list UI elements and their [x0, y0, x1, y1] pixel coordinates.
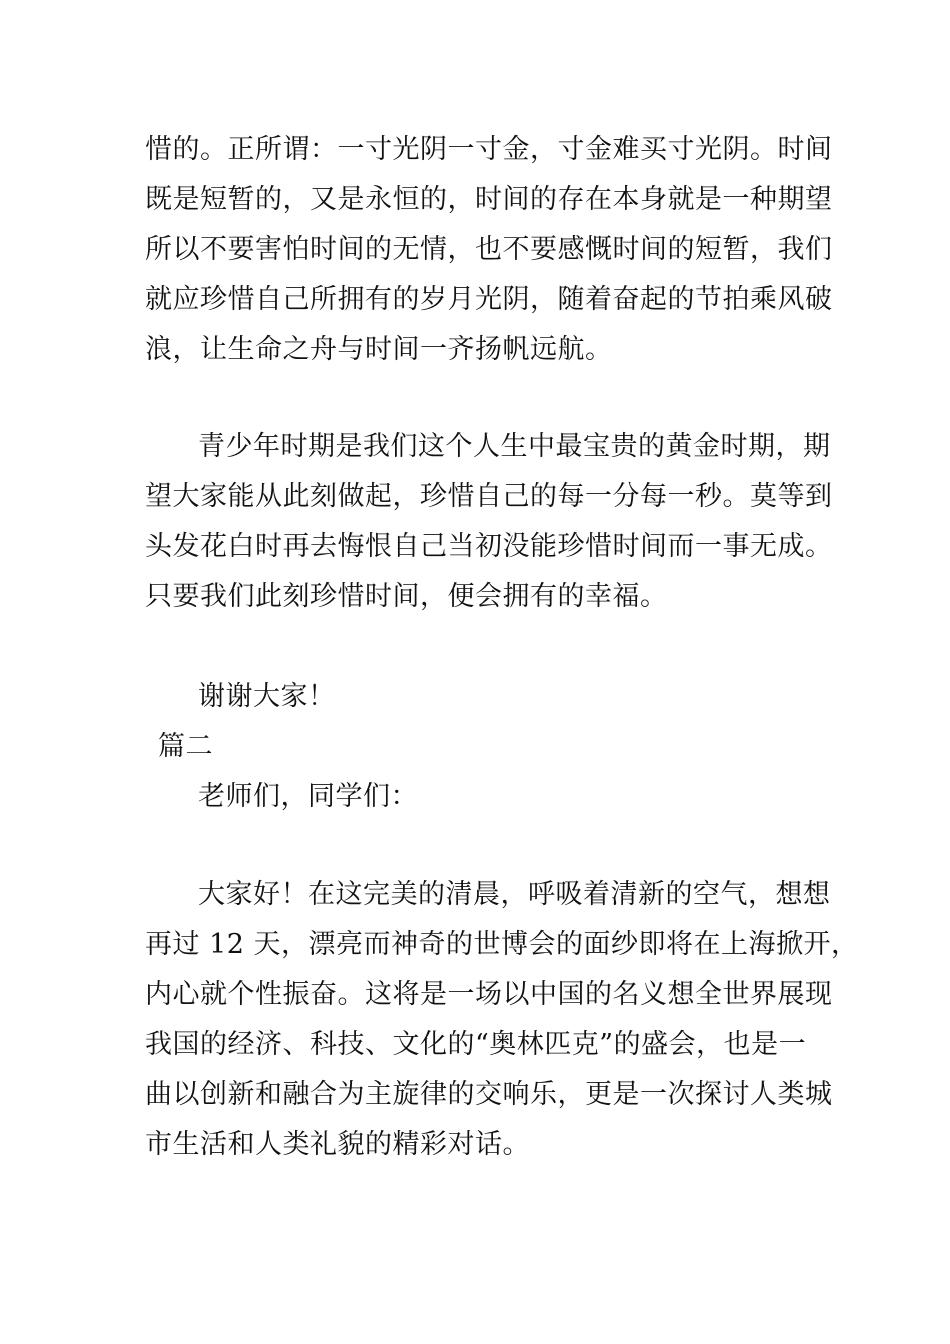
paragraph-1-line-1: 惜的。正所谓：一寸光阴一寸金，寸金难买寸光阴。时间 [145, 134, 833, 165]
paragraph-2-line-4: 只要我们此刻珍惜时间，便会拥有的幸福。 [145, 581, 668, 612]
paragraph-1-line-5: 浪，让生命之舟与时间一齐扬帆远航。 [145, 334, 613, 365]
paragraph-3-line-2: 再过 12 天，漂亮而神奇的世博会的面纱即将在上海掀开， [145, 929, 859, 960]
paragraph-3-line-4: 我国的经济、科技、文化的“奥林匹克”的盛会，也是一 [145, 1029, 807, 1060]
paragraph-3-line-6: 市生活和人类礼貌的精彩对话。 [145, 1129, 530, 1160]
paragraph-2-line-3: 头发花白时再去悔恨自己当初没能珍惜时间而一事无成。 [145, 531, 833, 562]
paragraph-2-line-1: 青少年时期是我们这个人生中最宝贵的黄金时期，期 [198, 431, 831, 462]
paragraph-3-line-5: 曲以创新和融合为主旋律的交响乐，更是一次探讨人类城 [145, 1079, 833, 1110]
closing-thanks: 谢谢大家！ [198, 681, 336, 712]
salutation: 老师们，同学们： [198, 781, 418, 812]
paragraph-2-line-2: 望大家能从此刻做起，珍惜自己的每一分每一秒。莫等到 [145, 481, 833, 512]
paragraph-1-line-2: 既是短暂的，又是永恒的，时间的存在本身就是一种期望 [145, 184, 833, 215]
paragraph-3-line-1: 大家好！在这完美的清晨，呼吸着清新的空气，想想 [198, 879, 831, 910]
paragraph-1-line-4: 就应珍惜自己所拥有的岁月光阴，随着奋起的节拍乘风破 [145, 284, 833, 315]
section-heading: 篇二 [158, 731, 213, 762]
paragraph-1-line-3: 所以不要害怕时间的无情，也不要感慨时间的短暂，我们 [145, 234, 833, 265]
paragraph-3-line-3: 内心就个性振奋。这将是一场以中国的名义想全世界展现 [145, 979, 833, 1010]
